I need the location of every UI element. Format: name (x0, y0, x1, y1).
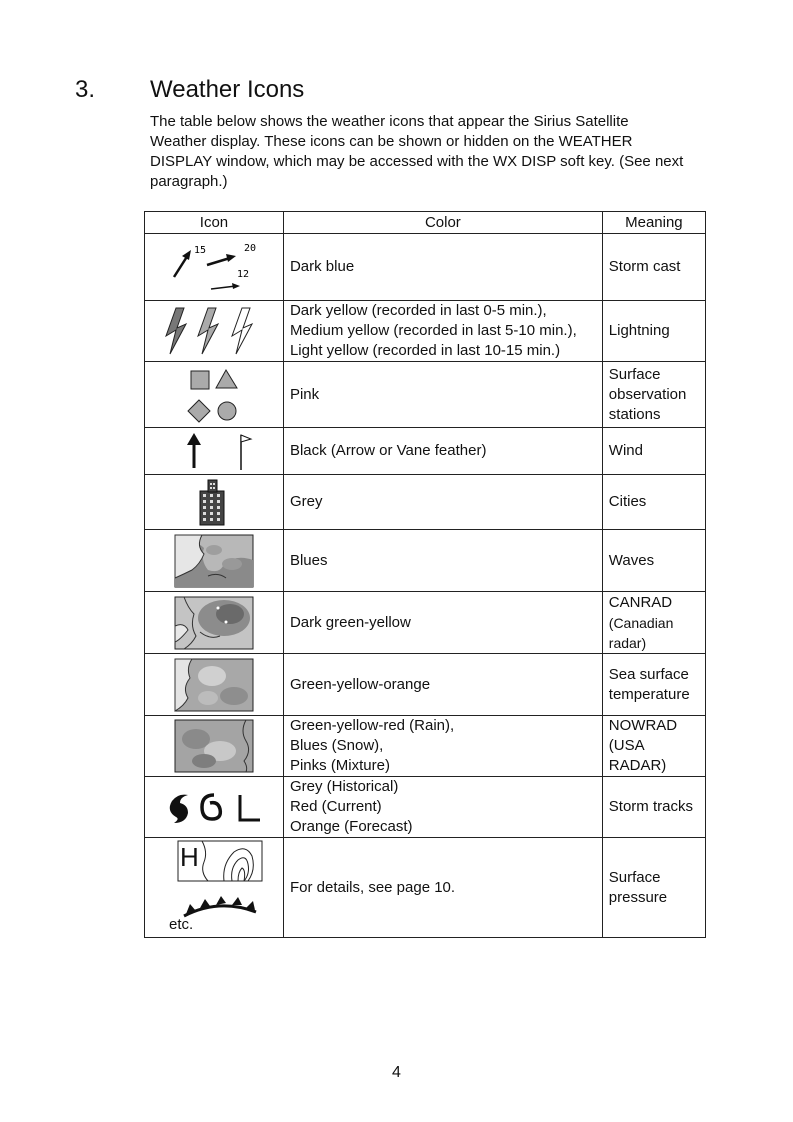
intro-line: The table below shows the weather icons that appear the Sirius Satellite (150, 113, 629, 130)
meaning-line: NOWRAD (608, 717, 678, 734)
nowrad-map-icon (145, 716, 284, 777)
meaning-line: (USA (608, 737, 645, 754)
color-line: Black (Arrow or Vane feather) (289, 442, 487, 459)
meaning-line: RADAR) (608, 757, 667, 774)
color-line: For details, see page 10. (289, 878, 456, 896)
meaning-cell (602, 838, 705, 938)
header-meaning: Meaning (602, 212, 705, 234)
intro-line: paragraph.) (150, 173, 228, 190)
color-line: Light yellow (recorded in last 10-15 min.) (289, 342, 561, 359)
color-cell (283, 301, 602, 362)
meaning-line: Surface (608, 868, 661, 886)
meaning-line: pressure (608, 888, 668, 906)
storm-cast-label-15: 15 (193, 245, 207, 256)
meaning-line: observation (608, 385, 687, 403)
storm-cast-label-12: 12 (236, 269, 250, 280)
color-line: Green-yellow-red (Rain), (289, 717, 455, 734)
table-row (145, 777, 706, 838)
meaning-line: CANRAD (608, 593, 673, 611)
table-row (145, 530, 706, 592)
color-line: Grey (Historical) (289, 778, 399, 795)
table-header-row (145, 212, 706, 234)
meaning-line: Waves (608, 551, 655, 569)
meaning-cell (602, 654, 705, 716)
color-cell (283, 428, 602, 475)
color-line: Dark green-yellow (289, 613, 411, 631)
color-line: Medium yellow (recorded in last 5-10 min.), (289, 322, 577, 339)
meaning-cell (602, 716, 705, 777)
meaning-line: Wind (608, 442, 643, 459)
high-pressure-label: H (179, 842, 199, 872)
table-row (145, 716, 706, 777)
meaning-line: Lightning (608, 322, 670, 339)
color-cell (283, 475, 602, 530)
table-row (145, 301, 706, 362)
table-row (145, 592, 706, 654)
storm-track-symbols-icon (145, 777, 284, 838)
color-line: Pinks (Mixture) (289, 757, 390, 774)
storm-cast-label-20: 20 (243, 243, 257, 254)
color-line: Orange (Forecast) (289, 818, 413, 835)
intro-line: Weather display. These icons can be shown or hidden on the WEATHER (150, 133, 633, 150)
meaning-line: stations (608, 405, 661, 423)
table-row (145, 654, 706, 716)
color-cell (283, 654, 602, 716)
intro-line: DISPLAY window, which may be accessed with the WX DISP soft key. (See next (150, 153, 684, 170)
meaning-line: Surface (608, 365, 661, 383)
meaning-cell (602, 475, 705, 530)
meaning-line: radar) (608, 634, 647, 651)
meaning-cell (602, 777, 705, 838)
color-cell (283, 234, 602, 301)
color-line: Dark yellow (recorded in last 0-5 min.), (289, 302, 547, 319)
color-line: Red (Current) (289, 798, 382, 815)
meaning-cell (602, 428, 705, 475)
meaning-line: Sea surface (608, 665, 689, 683)
city-building-icon (145, 475, 284, 530)
weather-icons-table (144, 211, 706, 938)
meaning-line: Cities (608, 493, 647, 510)
meaning-line: (Canadian (608, 614, 674, 631)
color-line: Dark blue (289, 258, 355, 275)
sea-surface-temp-map-icon (145, 654, 284, 716)
meaning-cell (602, 234, 705, 301)
meaning-line: temperature (608, 685, 690, 703)
color-line: Blues (Snow), (289, 737, 384, 754)
color-cell (283, 716, 602, 777)
header-icon: Icon (145, 212, 284, 234)
meaning-line: Storm tracks (608, 798, 693, 815)
table-row (145, 838, 706, 938)
meaning-line: Storm cast (608, 258, 681, 275)
color-cell (283, 530, 602, 592)
meaning-cell (602, 301, 705, 362)
meaning-cell (602, 530, 705, 592)
storm-cast-arrows-icon (145, 234, 284, 301)
table-row (145, 428, 706, 475)
etc-label: etc. (169, 916, 194, 933)
page-number: 4 (392, 1064, 401, 1081)
color-cell (283, 777, 602, 838)
canrad-map-icon (145, 592, 284, 654)
section-number: 3. (75, 76, 96, 103)
color-line: Blues (289, 551, 328, 569)
observation-station-shapes-icon (145, 362, 284, 428)
table-row (145, 234, 706, 301)
meaning-cell (602, 362, 705, 428)
header-color: Color (283, 212, 602, 234)
waves-map-icon (145, 530, 284, 592)
surface-pressure-map-icon (145, 838, 284, 938)
intro-paragraph (150, 112, 710, 192)
color-cell (283, 362, 602, 428)
table-row (145, 475, 706, 530)
section-title: Weather Icons (150, 76, 305, 103)
color-cell (283, 838, 602, 938)
meaning-cell (602, 592, 705, 654)
color-line: Pink (289, 385, 320, 403)
wind-arrow-vane-icon (145, 428, 284, 475)
lightning-bolts-icon (145, 301, 284, 362)
color-line: Grey (289, 493, 323, 510)
table-row (145, 362, 706, 428)
color-cell (283, 592, 602, 654)
color-line: Green-yellow-orange (289, 675, 431, 693)
